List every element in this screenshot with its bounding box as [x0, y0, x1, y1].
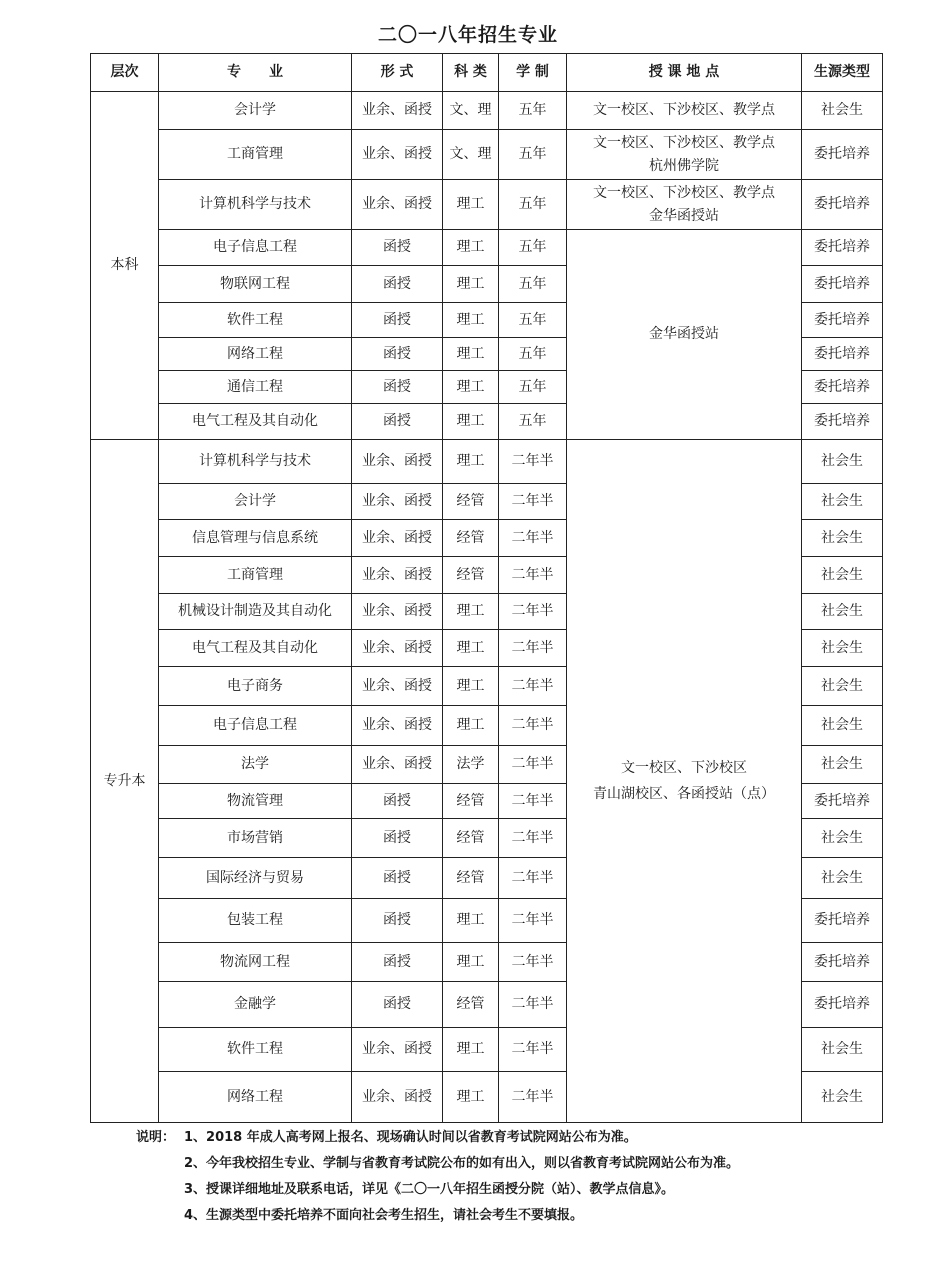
source-cell: 委托培养 [802, 303, 883, 338]
header-location: 授 课 地 点 [567, 54, 802, 92]
duration-cell: 五年 [499, 404, 567, 440]
location-line: 文一校区、下沙校区、教学点 [593, 184, 775, 201]
table-row [91, 440, 883, 484]
subject-cell: 理工 [443, 230, 499, 266]
note-3: 3、授课详细地址及联系电话，详见《二〇一八年招生函授分院（站）、教学点信息》。 [184, 1182, 675, 1197]
form-cell: 业余、函授 [352, 130, 443, 180]
form-cell: 业余、函授 [352, 630, 443, 667]
subject-cell: 文、理 [443, 92, 499, 130]
major-cell: 电子商务 [159, 667, 352, 706]
form-cell: 业余、函授 [352, 92, 443, 130]
location-line: 文一校区、下沙校区、教学点 [593, 134, 775, 151]
duration-cell: 二年半 [499, 746, 567, 784]
page-title: 二〇一八年招生专业 [377, 24, 558, 46]
source-cell: 社会生 [802, 819, 883, 858]
header-subject: 科 类 [443, 54, 499, 92]
duration-cell: 二年半 [499, 982, 567, 1028]
level-zhuanshengben: 专升本 [91, 440, 159, 1123]
major-cell: 电气工程及其自动化 [159, 404, 352, 440]
table-row [91, 92, 883, 130]
subject-cell: 理工 [443, 706, 499, 746]
subject-cell: 理工 [443, 266, 499, 303]
location-line: 青山湖校区、各函授站（点） [593, 786, 775, 802]
subject-cell: 经管 [443, 557, 499, 594]
location-shared-zsb [567, 440, 802, 1123]
form-cell: 业余、函授 [352, 180, 443, 230]
source-cell: 社会生 [802, 667, 883, 706]
form-cell: 函授 [352, 338, 443, 371]
source-cell: 社会生 [802, 706, 883, 746]
source-cell: 委托培养 [802, 266, 883, 303]
location-cell [567, 92, 802, 130]
header-duration: 学 制 [499, 54, 567, 92]
form-cell: 函授 [352, 371, 443, 404]
source-cell: 社会生 [802, 858, 883, 899]
major-cell: 物流管理 [159, 784, 352, 819]
subject-cell: 经管 [443, 858, 499, 899]
source-cell: 委托培养 [802, 784, 883, 819]
duration-cell: 二年半 [499, 784, 567, 819]
table-row [91, 180, 883, 230]
major-cell: 信息管理与信息系统 [159, 520, 352, 557]
source-cell: 社会生 [802, 594, 883, 630]
subject-cell: 理工 [443, 1072, 499, 1123]
form-cell: 函授 [352, 943, 443, 982]
subject-cell: 经管 [443, 784, 499, 819]
source-cell: 委托培养 [802, 404, 883, 440]
subject-cell: 理工 [443, 630, 499, 667]
duration-cell: 二年半 [499, 899, 567, 943]
duration-cell: 二年半 [499, 630, 567, 667]
majors-table [90, 53, 883, 1123]
location-line: 金华函授站 [649, 207, 719, 224]
duration-cell: 二年半 [499, 1072, 567, 1123]
major-cell: 物联网工程 [159, 266, 352, 303]
source-cell: 社会生 [802, 520, 883, 557]
subject-cell: 理工 [443, 943, 499, 982]
major-cell: 电子信息工程 [159, 230, 352, 266]
subject-cell: 文、理 [443, 130, 499, 180]
form-cell: 函授 [352, 819, 443, 858]
source-cell: 委托培养 [802, 982, 883, 1028]
duration-cell: 五年 [499, 230, 567, 266]
source-cell: 社会生 [802, 630, 883, 667]
duration-cell: 五年 [499, 303, 567, 338]
source-cell: 委托培养 [802, 230, 883, 266]
source-cell: 社会生 [802, 1028, 883, 1072]
major-cell: 计算机科学与技术 [159, 180, 352, 230]
subject-cell: 理工 [443, 594, 499, 630]
duration-cell: 二年半 [499, 1028, 567, 1072]
subject-cell: 理工 [443, 1028, 499, 1072]
duration-cell: 二年半 [499, 594, 567, 630]
major-cell: 计算机科学与技术 [159, 440, 352, 484]
form-cell: 函授 [352, 784, 443, 819]
subject-cell: 理工 [443, 371, 499, 404]
subject-cell: 法学 [443, 746, 499, 784]
subject-cell: 理工 [443, 667, 499, 706]
location-line: 文一校区、下沙校区 [621, 760, 747, 776]
duration-cell: 二年半 [499, 520, 567, 557]
major-cell: 通信工程 [159, 371, 352, 404]
form-cell: 业余、函授 [352, 520, 443, 557]
source-cell: 委托培养 [802, 899, 883, 943]
note-2: 2、今年我校招生专业、学制与省教育考试院公布的如有出入，则以省教育考试院网站公布为准。 [184, 1156, 740, 1171]
subject-cell: 理工 [443, 338, 499, 371]
header-row [91, 54, 883, 92]
major-cell: 会计学 [159, 484, 352, 520]
major-cell: 会计学 [159, 92, 352, 130]
form-cell: 业余、函授 [352, 594, 443, 630]
header-form: 形 式 [352, 54, 443, 92]
form-cell: 函授 [352, 266, 443, 303]
duration-cell: 二年半 [499, 706, 567, 746]
form-cell: 业余、函授 [352, 484, 443, 520]
subject-cell: 经管 [443, 484, 499, 520]
location-line: 杭州佛学院 [649, 157, 719, 174]
level-benke: 本科 [91, 92, 159, 440]
form-cell: 业余、函授 [352, 1028, 443, 1072]
location-shared-benke: 金华函授站 [567, 230, 802, 440]
major-cell: 国际经济与贸易 [159, 858, 352, 899]
major-cell: 市场营销 [159, 819, 352, 858]
note-1: 1、2018 年成人高考网上报名、现场确认时间以省教育考试院网站公布为准。 [184, 1130, 637, 1145]
major-cell: 网络工程 [159, 338, 352, 371]
notes-label: 说明： [136, 1130, 176, 1145]
note-4: 4、生源类型中委托培养不面向社会考生招生，请社会考生不要填报。 [184, 1208, 584, 1223]
table-row [91, 230, 883, 266]
header-source: 生源类型 [802, 54, 883, 92]
source-cell: 社会生 [802, 1072, 883, 1123]
form-cell: 函授 [352, 303, 443, 338]
duration-cell: 五年 [499, 130, 567, 180]
source-cell: 委托培养 [802, 180, 883, 230]
subject-cell: 经管 [443, 520, 499, 557]
source-cell: 社会生 [802, 92, 883, 130]
subject-cell: 经管 [443, 819, 499, 858]
subject-cell: 理工 [443, 899, 499, 943]
subject-cell: 理工 [443, 303, 499, 338]
form-cell: 业余、函授 [352, 557, 443, 594]
major-cell: 软件工程 [159, 1028, 352, 1072]
source-cell: 社会生 [802, 440, 883, 484]
duration-cell: 二年半 [499, 943, 567, 982]
form-cell: 函授 [352, 404, 443, 440]
location-line: 文一校区、下沙校区、教学点 [593, 102, 775, 118]
form-cell: 函授 [352, 899, 443, 943]
duration-cell: 二年半 [499, 440, 567, 484]
duration-cell: 二年半 [499, 667, 567, 706]
major-cell: 金融学 [159, 982, 352, 1028]
location-cell [567, 130, 802, 180]
major-cell: 软件工程 [159, 303, 352, 338]
duration-cell: 二年半 [499, 858, 567, 899]
table-row [91, 130, 883, 180]
source-cell: 社会生 [802, 484, 883, 520]
major-cell: 工商管理 [159, 130, 352, 180]
form-cell: 函授 [352, 230, 443, 266]
duration-cell: 五年 [499, 338, 567, 371]
duration-cell: 二年半 [499, 557, 567, 594]
duration-cell: 五年 [499, 180, 567, 230]
major-cell: 物流网工程 [159, 943, 352, 982]
source-cell: 委托培养 [802, 943, 883, 982]
duration-cell: 二年半 [499, 819, 567, 858]
subject-cell: 理工 [443, 180, 499, 230]
duration-cell: 五年 [499, 371, 567, 404]
source-cell: 社会生 [802, 746, 883, 784]
source-cell: 委托培养 [802, 130, 883, 180]
duration-cell: 五年 [499, 92, 567, 130]
major-cell: 电气工程及其自动化 [159, 630, 352, 667]
subject-cell: 理工 [443, 440, 499, 484]
major-cell: 法学 [159, 746, 352, 784]
form-cell: 业余、函授 [352, 1072, 443, 1123]
form-cell: 函授 [352, 982, 443, 1028]
subject-cell: 经管 [443, 982, 499, 1028]
source-cell: 社会生 [802, 557, 883, 594]
major-cell: 包装工程 [159, 899, 352, 943]
form-cell: 业余、函授 [352, 440, 443, 484]
form-cell: 业余、函授 [352, 706, 443, 746]
duration-cell: 二年半 [499, 484, 567, 520]
source-cell: 委托培养 [802, 338, 883, 371]
header-level: 层次 [91, 54, 159, 92]
major-cell: 工商管理 [159, 557, 352, 594]
major-cell: 电子信息工程 [159, 706, 352, 746]
subject-cell: 理工 [443, 404, 499, 440]
form-cell: 业余、函授 [352, 746, 443, 784]
form-cell: 函授 [352, 858, 443, 899]
location-cell [567, 180, 802, 230]
header-major: 专 业 [159, 54, 352, 92]
major-cell: 机械设计制造及其自动化 [159, 594, 352, 630]
major-cell: 网络工程 [159, 1072, 352, 1123]
source-cell: 委托培养 [802, 371, 883, 404]
duration-cell: 五年 [499, 266, 567, 303]
form-cell: 业余、函授 [352, 667, 443, 706]
